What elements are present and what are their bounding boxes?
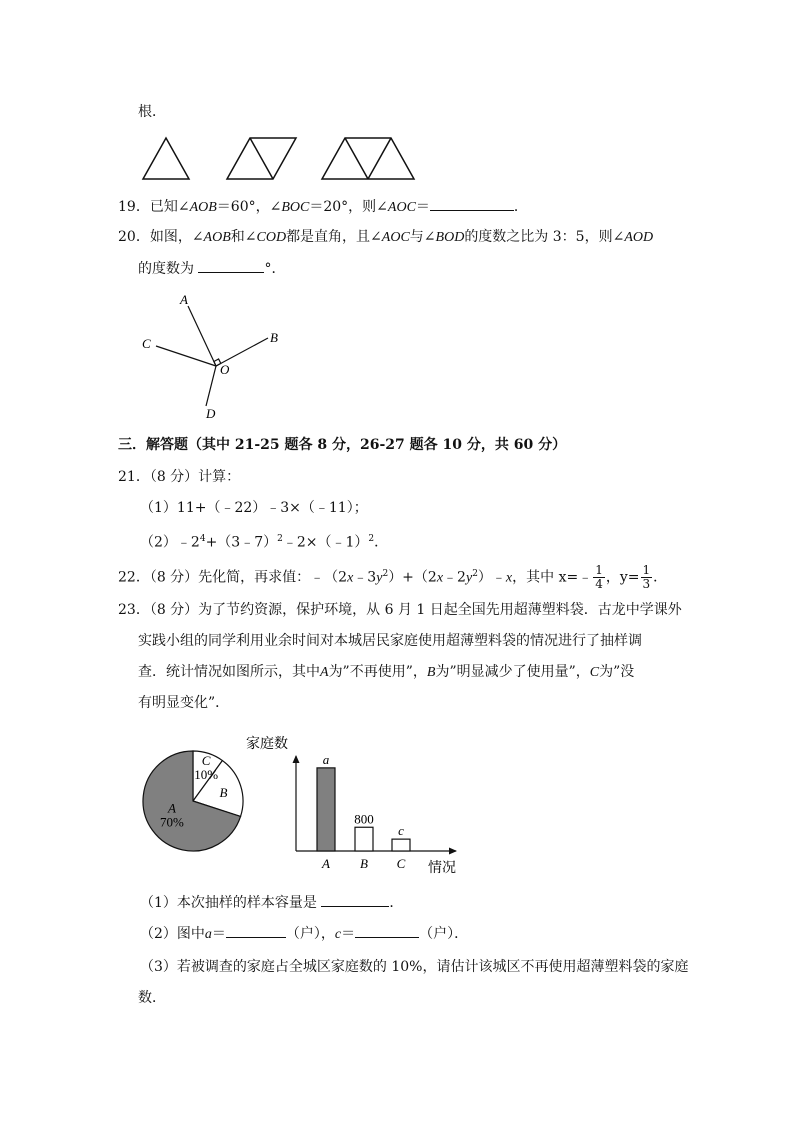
answer-blank-19[interactable]	[430, 196, 514, 211]
bar-tick-b: B	[360, 856, 368, 871]
label-C: C	[142, 336, 151, 351]
label-B: B	[270, 330, 278, 345]
pie-label-b: B	[219, 785, 228, 801]
question-21-title: 21．（8 分）计算：	[118, 469, 241, 485]
question-20-line2: 的度数为 °．	[138, 258, 285, 279]
bar-a	[317, 768, 335, 851]
bar-tick-a: A	[322, 856, 330, 871]
bar-x-arrow	[449, 848, 457, 855]
question-19: 19．已知∠AOB＝60°，∠BOC＝20°，则∠AOC＝ ．	[118, 196, 528, 218]
pie-chart	[140, 748, 250, 858]
pie-value-c: 10%	[194, 766, 219, 782]
question-20-line1: 20．如图，∠AOB和∠COD都是直角，且∠AOC与∠BOD的度数之比为 3：5，则∠AOD	[118, 229, 654, 245]
bar-c	[392, 839, 410, 851]
bar-data-label-c: c	[398, 823, 404, 839]
label-A: A	[180, 292, 188, 307]
question-23-part1: （1）本次抽样的样本容量是 ．	[140, 892, 403, 913]
question-21-part1: （1）11+（﹣22）﹣3×（﹣11）；	[140, 500, 368, 516]
question-23-line3: 查．统计情况如图所示，其中A为”不再使用”，B为”明显减少了使用量”，C为”没	[138, 664, 635, 680]
bar-tick-c: C	[396, 856, 406, 871]
bar-y-arrow	[293, 755, 300, 763]
label-O: O	[220, 362, 230, 377]
answer-blank-23-a[interactable]	[226, 923, 286, 938]
angle-figure	[136, 290, 296, 422]
question-23-line4: 有明显变化”．	[138, 695, 230, 711]
bar-data-label-b: 800	[354, 811, 374, 827]
bar-data-label-a: a	[322, 751, 330, 767]
answer-blank-23-1[interactable]	[321, 892, 389, 907]
question-23-part3-line1: （3）若被调查的家庭占全城区家庭数的 10%，请估计该城区不再使用超薄塑料袋的家庭	[140, 959, 689, 975]
question-21-part2: $(2)﹣2^4+(3﹣7)^2﹣2\times(﹣1)^2$．	[140, 534, 389, 551]
question-23-part3-line2: 数．	[138, 990, 166, 1006]
triangle-1	[143, 138, 189, 179]
section-3-heading: 三．解答题（其中 21-25 题各 8 分，26-27 题各 10 分，共 60 分）	[118, 437, 567, 453]
label-D: D	[206, 406, 216, 421]
answer-blank-20[interactable]	[198, 258, 264, 273]
triangle-3-trapezoid	[322, 138, 414, 179]
bar-b	[355, 827, 373, 851]
pie-label-c: C	[201, 752, 211, 768]
q18-tail: 根．	[138, 104, 166, 120]
bar-chart	[240, 730, 470, 878]
question-23-line1: 23．（8 分）为了节约资源，保护环境，从 6 月 1 日起全国先用超薄塑料袋．古龙中学课外	[118, 602, 682, 618]
bar-xlabel: 情况	[428, 861, 456, 876]
pie-label-a: A	[167, 800, 176, 816]
ray-OA	[188, 306, 216, 366]
ray-OC	[156, 346, 216, 366]
fraction-y: $\frac{1}{3}$	[642, 563, 651, 592]
pie-value-a: 70%	[160, 814, 184, 830]
triangles-figure	[140, 134, 450, 182]
question-23-line2: 实践小组的同学利用业余时间对本城居民家庭使用超薄塑料袋的情况进行了抽样调	[138, 633, 642, 649]
fraction-x: $\frac{1}{4}$	[595, 563, 603, 592]
answer-blank-23-c[interactable]	[355, 923, 419, 938]
question-22: 22．（8 分）先化简，再求值：$﹣(2x﹣3y^2)+(2x﹣2y^2)﹣x$，其中 x=﹣ $\frac{1}{4}$ ，y= $\frac{1}{3}$ ．	[118, 563, 668, 592]
bar-ylabel: 家庭数	[246, 737, 288, 752]
ray-OD	[206, 366, 216, 406]
question-23-part2: （2）图中a＝ （户），c＝ （户）．	[140, 923, 468, 945]
